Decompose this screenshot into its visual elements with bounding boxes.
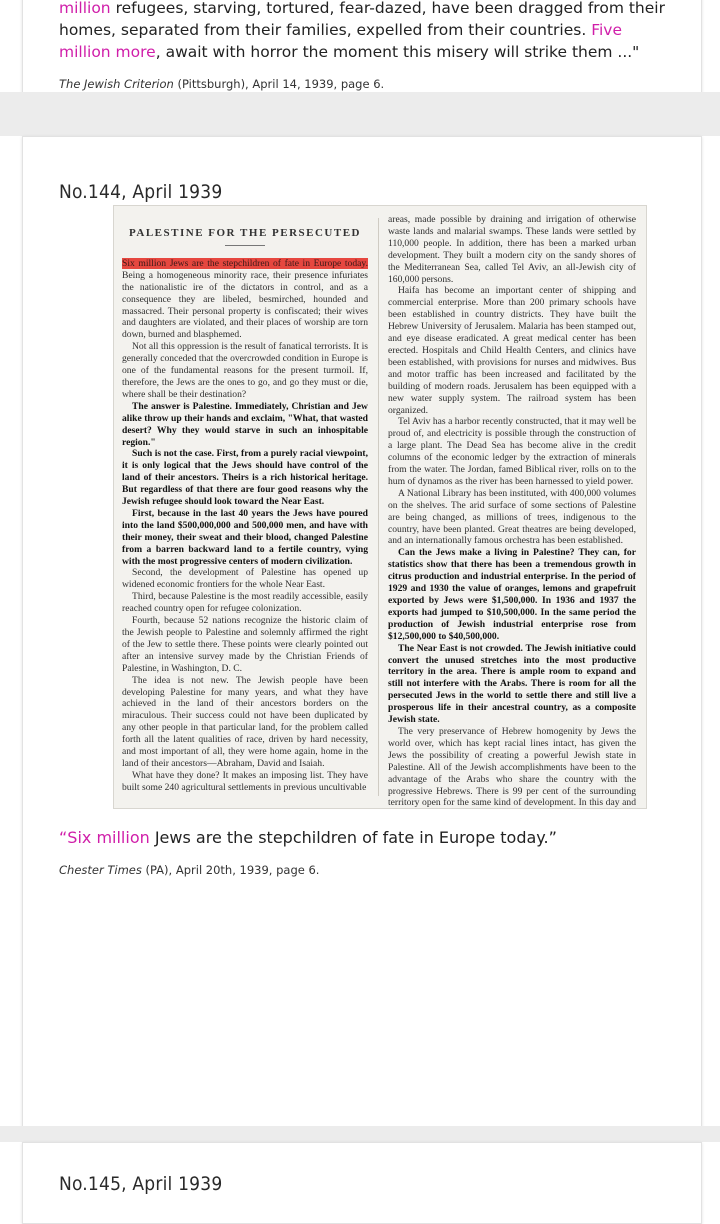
- quote-text: refugees, starving, tortured, fear-dazed, have been dragged from their homes, separated from their families, expelled from their countries.: [59, 0, 665, 39]
- clipping-paragraph: The idea is not new. The Jewish people have been developing Palestine for many years, and what they have achieved in the land of their ancestors borders on the miraculous. Their success could not have been duplicated by any other people in that particular land, for the problem called forth all the latent qualities of race, driven by hard necessity, and most important of all, they were home again, home in the land of their ancestors—Abraham, David and Isaiah.: [122, 674, 368, 769]
- entry-143-card: [22, 0, 702, 94]
- card-separator: [0, 92, 720, 136]
- source-details: (PA), April 20th, 1939, page 6.: [141, 863, 320, 877]
- title-rule: [225, 245, 265, 246]
- clipping-column-right: [388, 214, 636, 809]
- clipping-paragraph: Such is not the case. First, from a purely racial viewpoint, it is only logical that the Jews should have control of the land of their ancestors. Theirs is a rich historical heritage. But regardless of that there are four good reasons why the Jewish refugee should look toward the Near East.: [122, 448, 368, 508]
- entry-heading: No.144, April 1939: [59, 181, 223, 203]
- entry-heading: No.145, April 1939: [59, 1173, 223, 1195]
- clipping-paragraph: The Near East is not crowded. The Jewish initiative could convert the unused stretches into the most productive territory in the area. There is ample room to expand and still not interfere with the Arabs. There is room for all the persecuted Jews in the world to settle there and still live a prosperous life in their ancestral country, as a composite Jewish state.: [388, 642, 636, 726]
- source-publication: Chester Times: [59, 863, 142, 877]
- column-divider: [378, 218, 379, 796]
- clipping-paragraph: Tel Aviv has a harbor recently constructed, that it may well be proud of, and electricity is possible through the construction of a large plant. The Dead Sea has become alive in the credit columns of the economic ledger by the extraction of minerals from the water. The Jordan, famed Biblical river, rolls on to the hum of dynamos as the river has been harnessed to yield power.: [388, 416, 636, 487]
- clipping-paragraph: Second, the development of Palestine has opened up widened economic frontiers for the whole Near East.: [122, 567, 368, 591]
- clipping-paragraph: Fourth, because 52 nations recognize the historic claim of the Jewish people to Palestine and solemnly affirmed the right of the Jew to settle there. These points were clearly pointed out after an intensive survey made by the Christian Friends of Palestine, in Washington, D. C.: [122, 615, 368, 674]
- clipping-title: PALESTINE FOR THE PERSECUTED: [129, 227, 361, 239]
- quote-text-end: , await with horror the moment this misery will strike them ...": [155, 43, 640, 61]
- highlighted-sentence: Six million Jews are the stepchildren of fate in Europe today.: [122, 257, 368, 269]
- quote-text: Jews are the stepchildren of fate in Europe today.”: [149, 828, 557, 847]
- entry-144-quote: [59, 827, 679, 849]
- clipping-paragraph: Third, because Palestine is the most readily accessible, easily reached country open for refugee colonization.: [122, 591, 368, 615]
- clipping-paragraph: What have they done? It makes an imposing list. They have built some 240 agricultural settlements in previous uncultivable: [122, 769, 368, 793]
- entry-145-card: [22, 1142, 702, 1224]
- clipping-paragraph: First, because in the last 40 years the Jews have poured into the land $500,000,000 and 500,000 men, and have with their money, their sweat and their blood, changed Palestine from a barren backward land to a fertile country, vying with the most progressive centers of modern civilization.: [122, 507, 368, 567]
- clipping-paragraph: areas, made possible by draining and irrigation of otherwise waste lands and malarial swamps. These lands were settled by 110,000 people. In addition, there has been a marked urban development. They built a modern city on the sandy shores of the Mediterranean Sea, called Tel Aviv, an all-Jewish city of 160,000 persons.: [388, 214, 636, 285]
- clipping-column-left: [122, 228, 368, 794]
- clipping-paragraph: The very preservance of Hebrew homogenity by Jews the world over, which has kept racial lines intact, has given the Jews the possibility of creating a powerful Jewish state in Palestine. All of the Jewish accomplishments have been to the advantage of the Arabs who share the country with the progressive Hebrews. There is 99 per cent of the surrounding territory open for the same kind of development. In this day and: [388, 725, 636, 809]
- source-details: (Pittsburgh), April 14, 1939, page 6.: [173, 77, 385, 91]
- entry-144-source: [59, 863, 319, 877]
- entry-144-card: [22, 136, 702, 1128]
- clipping-paragraph: A National Library has been instituted, with 400,000 volumes on the shelves. The arid surface of some sections of Palestine are being changed, as millions of trees, indigenous to the country, have been planted. Great theatres are being developed, and an internationally famous orchestra has been established.: [388, 487, 636, 547]
- source-publication: The Jewish Criterion: [59, 77, 174, 91]
- quote-highlight-million: million: [59, 0, 111, 17]
- clipping-paragraph: Haifa has become an important center of shipping and commercial enterprise. More than 200 primary schools have been established in country districts. They have built the Hebrew University of Jerusalem. Malaria has been stamped out, and eye disease eradicated. A great medical center has been erected. Hospitals and Child Health Centers, and clinics have been established, with provisions for nurses and midwives. Bus and motor traffic has been increased and facilitated by the building of modern roads. Jerusalem has been equipped with a new water supply system. The railroad system has been organized.: [388, 285, 636, 416]
- clipping-paragraph: Being a homogeneous minority race, their presence infuriates the nationalistic ire of the dictators in control, and as a consequence they are libeled, besmirched, hounded and massacred. Their personal property is confiscated; their wives and daughters are violated, and their places of worship are torn down, burned and blasphemed.: [122, 269, 368, 341]
- clipping-paragraph: Not all this oppression is the result of fanatical terrorists. It is generally conceded that the overcrowded condition in Europe is one of the fundamental reasons for the present turmoil. If, therefore, the Jews are the ones to go, and go they must or die, where shall be their destination?: [122, 341, 368, 400]
- clipping-paragraph: Can the Jews make a living in Palestine? They can, for statistics show that there has been a tremendous growth in citrus production and industrial enterprise. In the period of 1929 and 1930 the value of oranges, lemons and grapefruit exported by Jews were $1,500,000. In 1936 and 1937 the exports had jumped to $10,500,000. In the same period the production of Jewish industrial enterprise rose from $12,500,000 to $40,500,000.: [388, 547, 636, 642]
- quote-open-mark: “: [59, 828, 68, 847]
- quote-highlight-five-million: Five million more: [59, 21, 623, 61]
- entry-143-source: [59, 77, 669, 91]
- entry-143-quote: [59, 0, 669, 63]
- quote-highlight-six-million: Six million: [67, 828, 150, 847]
- clipping-paragraph: The answer is Palestine. Immediately, Christian and Jew alike throw up their hands and exclaim, "What, that wasted desert? Why they would starve in such an inhospitable region.": [122, 400, 368, 448]
- card-separator: [0, 1126, 720, 1142]
- newspaper-clipping: [113, 205, 647, 809]
